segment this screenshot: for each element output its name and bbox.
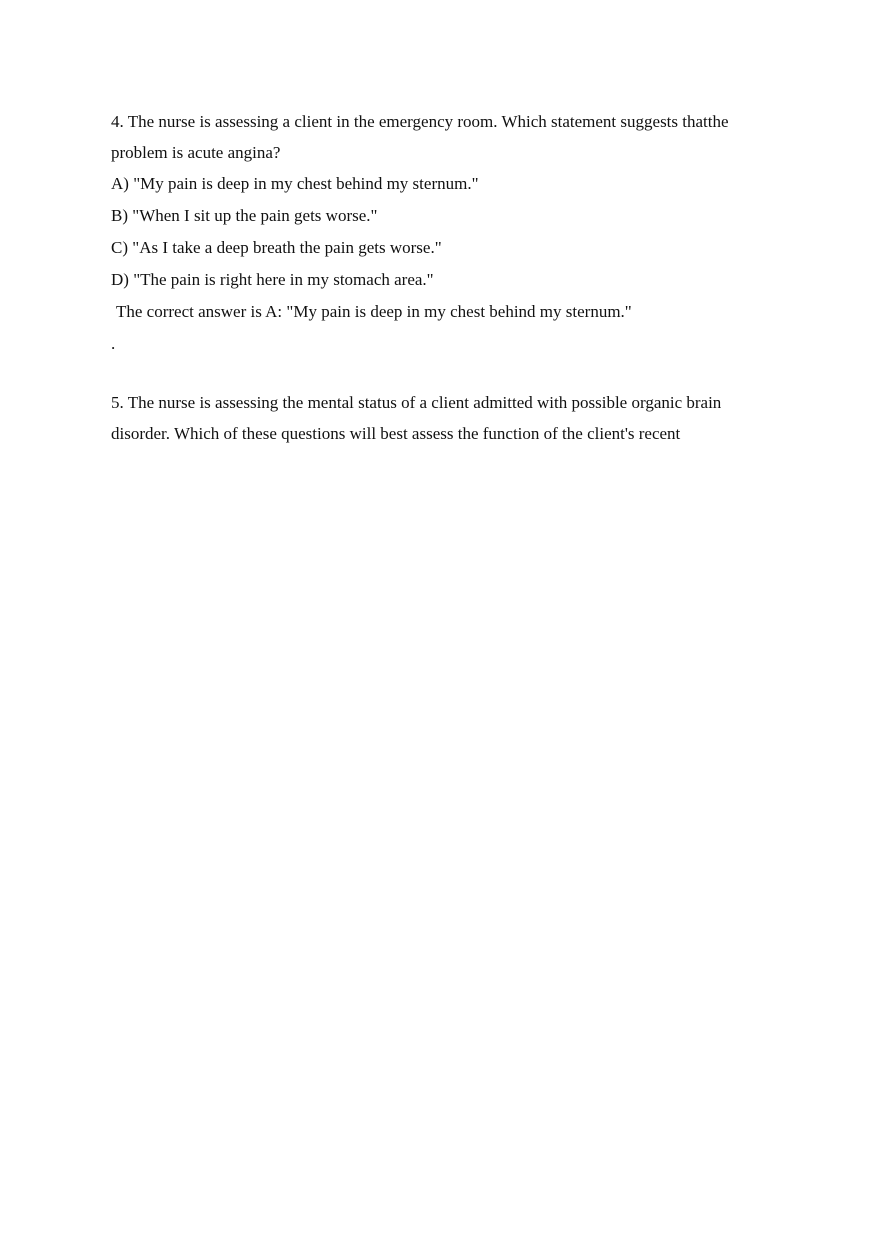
answer-option-b: B) "When I sit up the pain gets worse." (111, 206, 378, 225)
answer-option-d: D) "The pain is right here in my stomach area." (111, 270, 434, 289)
answer-option-c: C) "As I take a deep breath the pain gets worse." (111, 238, 442, 257)
question-stem: 4. The nurse is assessing a client in the emergency room. Which statement suggests thatthe problem is acute angina? (111, 112, 729, 162)
trailing-period: . (111, 334, 116, 353)
answer-option-a: A) "My pain is deep in my chest behind my sternum." (111, 174, 479, 193)
question-stem: 5. The nurse is assessing the mental status of a client admitted with possible organic brain disorder. Which of these questions will best assess the function of the client's recent (111, 393, 722, 443)
question-5 (111, 387, 771, 449)
correct-answer: The correct answer is A: "My pain is deep in my chest behind my sternum." (116, 302, 632, 321)
question-4 (111, 106, 771, 360)
